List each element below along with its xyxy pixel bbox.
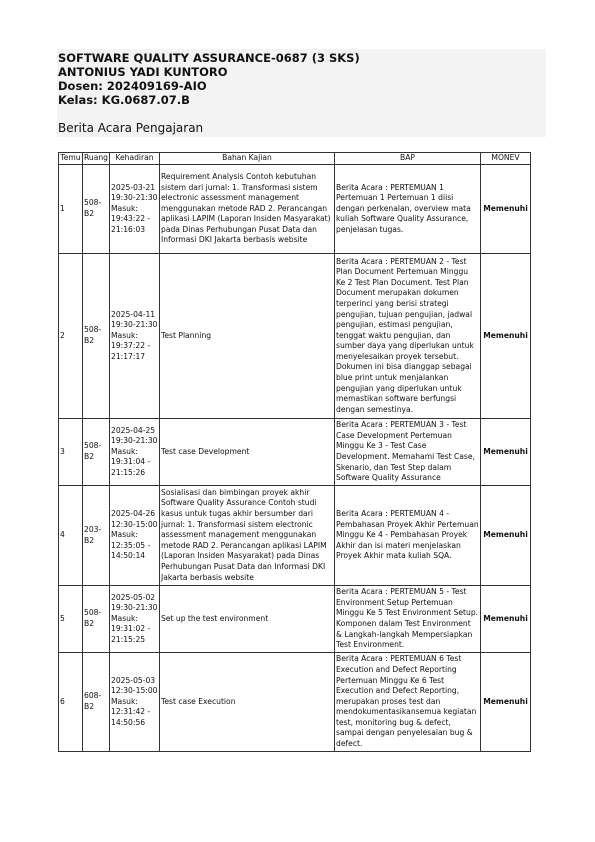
cell-monev: Memenuhi: [481, 254, 531, 419]
cell-ruang: 203-B2: [83, 486, 110, 586]
document-header: [57, 49, 546, 137]
cell-ruang: 508-B2: [83, 586, 110, 653]
cell-ruang: 608-B2: [83, 653, 110, 752]
cell-kehadiran: 2025-04-11 19:30-21:30 Masuk: 19:37:22 - 21:17:17: [110, 254, 160, 419]
cell-kehadiran: 2025-03-21 19:30-21:30 Masuk: 19:43:22 - 21:16:03: [110, 165, 160, 254]
cell-bap: Berita Acara : PERTEMUAN 1 Pertemuan 1 Pertemuan 1 diisi dengan perkenalan, overview mata kuliah Software Quality Assurance, penjelasan tugas.: [335, 165, 481, 254]
cell-bap: Berita Acara : PERTEMUAN 6 Test Execution and Defect Reporting Pertemuan Minggu Ke 6 Test Execution and Defect Reporting, merupakan proses test dan mendokumentasikansemua kegiatan test, monitoring bug & defect, sampai dengan penyelesaian bug & defect.: [335, 653, 481, 752]
cell-bahan-kajian: Test Planning: [160, 254, 335, 419]
table-header-row: [59, 153, 531, 165]
cell-monev: Memenuhi: [481, 419, 531, 486]
column-header-monev: MONEV: [481, 153, 531, 165]
cell-kehadiran: 2025-04-26 12:30-15:00 Masuk: 12:35:05 - 14:50:14: [110, 486, 160, 586]
cell-kehadiran: 2025-05-02 19:30-21:30 Masuk: 19:31:02 - 21:15:25: [110, 586, 160, 653]
column-header-kehadiran: Kehadiran: [110, 153, 160, 165]
cell-monev: Memenuhi: [481, 165, 531, 254]
cell-temu: 4: [59, 486, 83, 586]
column-header-bahan-kajian: Bahan Kajian: [160, 153, 335, 165]
cell-monev: Memenuhi: [481, 486, 531, 586]
column-header-temu: Temu: [59, 153, 83, 165]
cell-bap: Berita Acara : PERTEMUAN 3 - Test Case Development Pertemuan Minggu Ke 3 - Test Case Development. Memahami Test Case, Skenario, dan Test Step dalam Software Quality Assurance: [335, 419, 481, 486]
cell-temu: 5: [59, 586, 83, 653]
cell-temu: 1: [59, 165, 83, 254]
course-title: SOFTWARE QUALITY ASSURANCE-0687 (3 SKS): [58, 51, 360, 65]
cell-kehadiran: 2025-05-03 12:30-15:00 Masuk: 12:31:42 - 14:50:56: [110, 653, 160, 752]
table-row: [59, 165, 531, 254]
cell-bahan-kajian: Requirement Analysis Contoh kebutuhan sistem dari jurnal: 1. Transformasi sistem electronic assessment management menggunakan metode RAD 2. Perancangan aplikasi LAPIM (Laporan Insiden Masyarakat) pada Dinas Perhubungan Pusat Data dan Informasi DKI Jakarta berbasis website: [160, 165, 335, 254]
lecturer-id: Dosen: 202409169-AIO: [58, 79, 207, 93]
cell-bap: Berita Acara : PERTEMUAN 5 - Test Environment Setup Pertemuan Minggu Ke 5 Test Environment Setup. Komponen dalam Test Environment & Langkah-langkah Mempersiapkan Test Environment.: [335, 586, 481, 653]
cell-temu: 6: [59, 653, 83, 752]
cell-ruang: 508-B2: [83, 419, 110, 486]
cell-bap: Berita Acara : PERTEMUAN 2 - Test Plan Document Pertemuan Minggu Ke 2 Test Plan Document. Test Plan Document merupakan dokumen terperinci yang berisi strategi pengujian, tujuan pengujian, jadwal pengujian, estimasi pengujian, tenggat waktu pengujian, dan sumber daya yang diperlukan untuk menyelesaikan proyek tersebut. Dokumen ini bisa dianggap sebagai blue print untuk menjalankan pengujian yang diperlukan untuk memastikan software berfungsi dengan semestinya.: [335, 254, 481, 419]
cell-bahan-kajian: Sosialisasi dan bimbingan proyek akhir Software Quality Assurance Contoh studi kasus untuk tugas akhir bersumber dari jurnal: 1. Transformasi sistem electronic assessment management menggunakan metode RAD 2. Perancangan aplikasi LAPIM (Laporan Insiden Masyarakat) pada Dinas Perhubungan Pusat Data dan Informasi DKI Jakarta berbasis website: [160, 486, 335, 586]
cell-monev: Memenuhi: [481, 653, 531, 752]
teaching-report-table: [58, 152, 531, 752]
cell-temu: 2: [59, 254, 83, 419]
cell-bahan-kajian: Test case Execution: [160, 653, 335, 752]
column-header-ruang: Ruang: [83, 153, 110, 165]
cell-bap: Berita Acara : PERTEMUAN 4 - Pembahasan Proyek Akhir Pertemuan Minggu Ke 4 - Pembahasan Proyek Akhir dan isi materi menjelaskan Proyek Akhir mata kuliah SQA.: [335, 486, 481, 586]
table-row: [59, 254, 531, 419]
column-header-bap: BAP: [335, 153, 481, 165]
table-row: [59, 486, 531, 586]
table-row: [59, 419, 531, 486]
cell-ruang: 508-B2: [83, 165, 110, 254]
cell-monev: Memenuhi: [481, 586, 531, 653]
table-row: [59, 586, 531, 653]
cell-temu: 3: [59, 419, 83, 486]
cell-bahan-kajian: Test case Development: [160, 419, 335, 486]
class-code: Kelas: KG.0687.07.B: [58, 93, 190, 107]
table-row: [59, 653, 531, 752]
cell-kehadiran: 2025-04-25 19:30-21:30 Masuk: 19:31:04 - 21:15:26: [110, 419, 160, 486]
document-subtitle: Berita Acara Pengajaran: [58, 121, 204, 135]
lecturer-name: ANTONIUS YADI KUNTORO: [58, 65, 228, 79]
cell-ruang: 508-B2: [83, 254, 110, 419]
cell-bahan-kajian: Set up the test environment: [160, 586, 335, 653]
